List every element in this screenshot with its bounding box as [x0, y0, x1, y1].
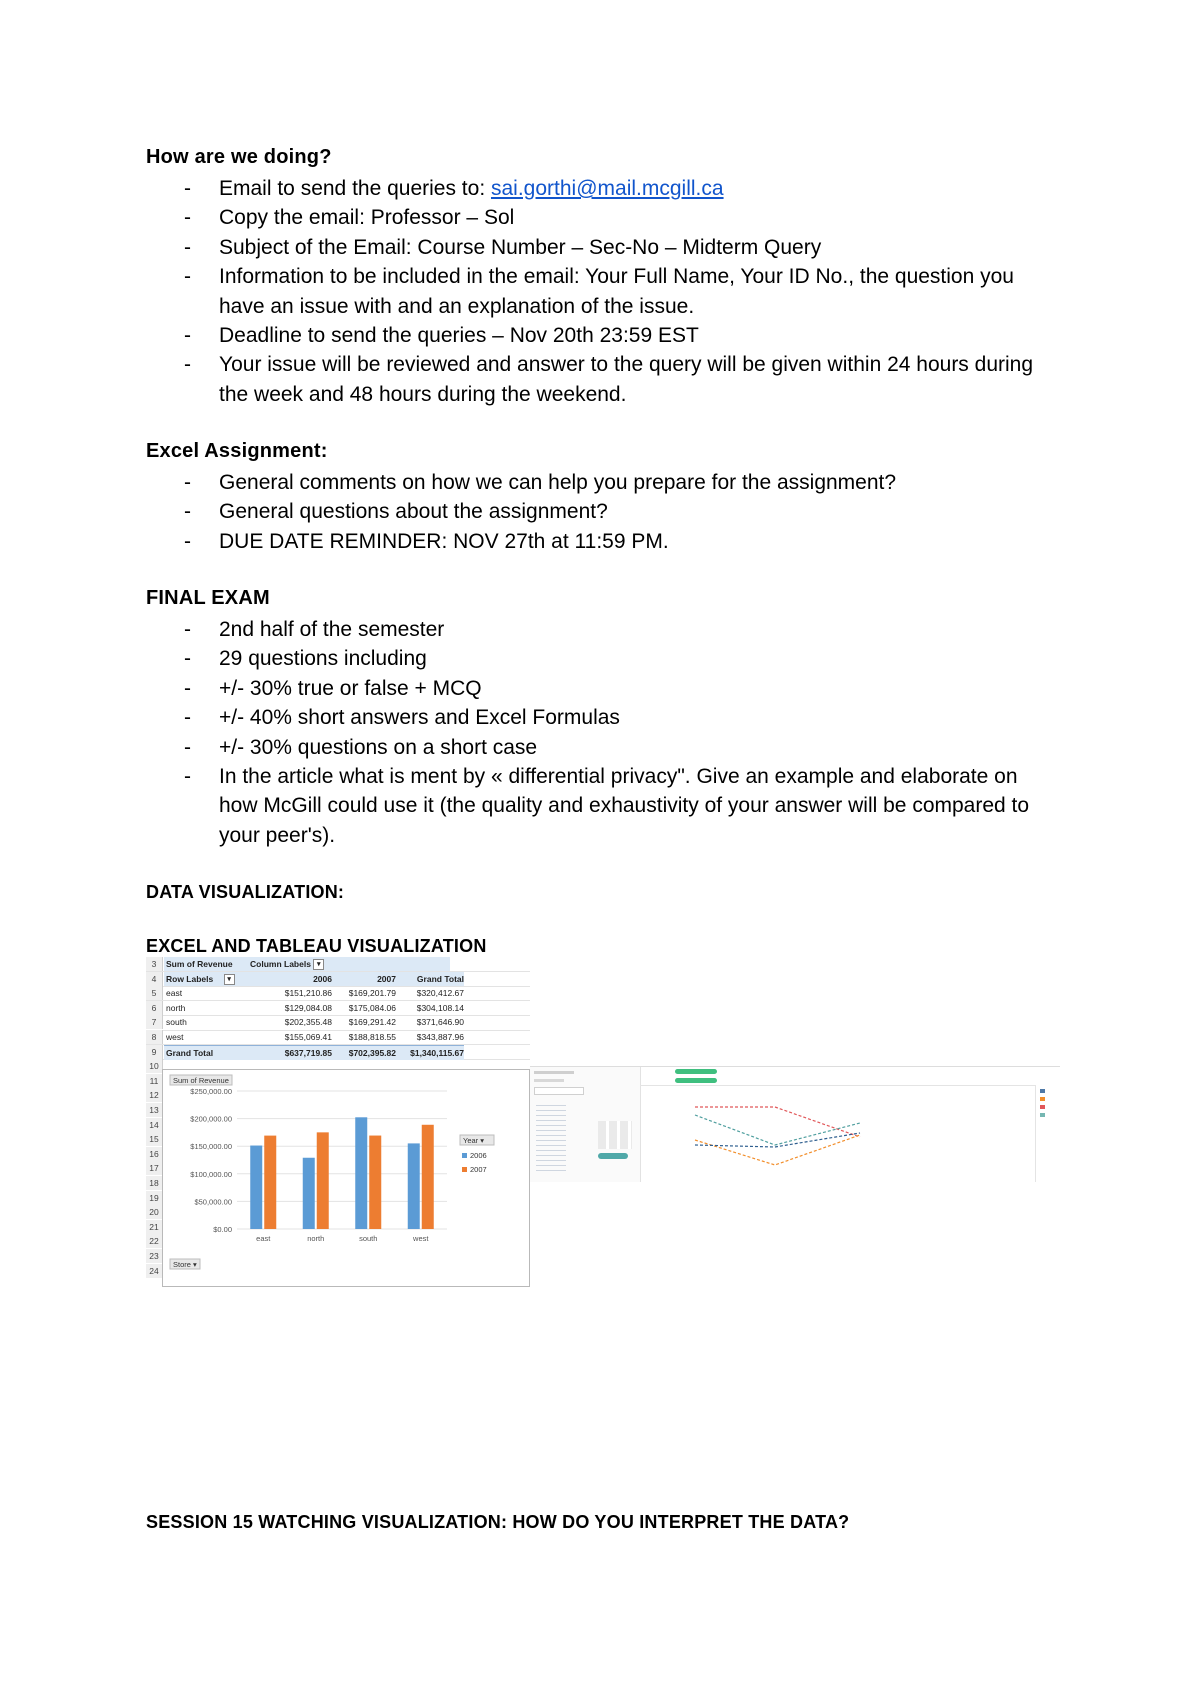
list-item: - +/- 30% questions on a short case [146, 733, 1046, 762]
list-item: - In the article what is ment by « differential privacy". Give an example and elaborate on how McGill could use it (the quality and exhaustivity of your answer will be compared to your peer's). [146, 762, 1046, 850]
list-item: - General questions about the assignment? [146, 497, 1046, 526]
tableau-series-red [695, 1107, 860, 1137]
tableau-series-teal [695, 1115, 860, 1145]
region-filter-label: Store ▾ [173, 1260, 197, 1269]
value-cell: $155,069.41 [284, 1032, 332, 1042]
row-number: 13 [146, 1103, 163, 1117]
pivot-row-east [146, 986, 530, 1001]
col-grand-total: Grand Total [396, 972, 464, 986]
tableau-line-chart [645, 1085, 1035, 1182]
y-tick-label: $150,000.00 [190, 1142, 232, 1152]
row-number: 4 [146, 972, 163, 986]
list-item: - 29 questions including [146, 644, 1046, 673]
filter-dropdown-icon[interactable]: ▾ [313, 959, 324, 970]
row-number: 19 [146, 1191, 163, 1205]
legend-title: Year ▾ [463, 1136, 485, 1145]
list-item: - General comments on how we can help you prepare for the assignment? [146, 468, 1046, 497]
tableau-rows-pill[interactable] [675, 1078, 717, 1083]
list-item: - DUE DATE REMINDER: NOV 27th at 11:59 PM. [146, 527, 1046, 556]
list-item: - Copy the email: Professor – Sol [146, 203, 1046, 232]
tableau-legend [1040, 1089, 1056, 1129]
row-number: 21 [146, 1220, 163, 1234]
region-label: north [166, 1002, 186, 1013]
legend-swatch-2007 [462, 1167, 467, 1172]
tableau-series-orange [695, 1135, 860, 1165]
value-cell: $175,084.06 [348, 1002, 396, 1013]
bar-2007-north [317, 1132, 329, 1229]
row-number: 9 [146, 1045, 163, 1059]
bar-2007-west [422, 1125, 434, 1229]
y-tick-label: $250,000.00 [190, 1087, 232, 1096]
row-number: 11 [146, 1074, 163, 1088]
row-number: 22 [146, 1234, 163, 1248]
row-number: 3 [146, 957, 163, 971]
list-item: - Your issue will be reviewed and answer to the query will be given within 24 hours during the week and 48 hours during the weekend. [146, 350, 1046, 409]
col-2006: 2006 [264, 972, 332, 986]
list-item: - Subject of the Email: Course Number – Sec-No – Midterm Query [146, 233, 1046, 262]
list-item: - 2nd half of the semester [146, 615, 1046, 644]
row-number: 7 [146, 1015, 163, 1029]
x-tick-label: west [413, 1234, 429, 1243]
value-cell: $188,818.55 [348, 1032, 396, 1042]
bar-2007-south [369, 1136, 381, 1229]
pivot-values-label: Sum of Revenue [164, 957, 248, 971]
row-number: 15 [146, 1132, 163, 1146]
list-item: - +/- 40% short answers and Excel Formulas [146, 703, 1046, 732]
chart-title: Sum of Revenue [173, 1076, 229, 1085]
row-number: 24 [146, 1264, 163, 1278]
row-number: 10 [146, 1059, 163, 1073]
pivot-row-labels[interactable] [164, 972, 264, 986]
value-cell: $129,084.08 [284, 1002, 332, 1013]
y-tick-label: $50,000.00 [194, 1197, 232, 1207]
col-2007: 2007 [332, 972, 396, 986]
heading-excel-tableau: EXCEL AND TABLEAU VISUALIZATION [146, 936, 487, 956]
row-labels-text: Row Labels [166, 973, 214, 984]
row-number: 17 [146, 1161, 163, 1175]
value-cell: $343,887.96 [416, 1032, 464, 1042]
y-tick-label: $0.00 [213, 1225, 232, 1234]
row-filter-dropdown-icon[interactable]: ▾ [224, 974, 235, 985]
row-number: 20 [146, 1205, 163, 1219]
y-tick-label: $100,000.00 [190, 1169, 232, 1179]
doing-list [146, 174, 1046, 409]
region-label: south [166, 1017, 187, 1028]
tableau-screenshot [530, 1066, 1060, 1182]
legend-swatch-2006 [462, 1153, 467, 1158]
grand-total-label: Grand Total [164, 1045, 266, 1060]
column-labels-text: Column Labels [250, 959, 311, 969]
row-number: 18 [146, 1176, 163, 1190]
value-cell: $371,646.90 [416, 1017, 464, 1028]
pivot-column-labels[interactable] [248, 957, 450, 971]
pivot-row-north [146, 1001, 530, 1016]
heading-data-visualization: DATA VISUALIZATION: [146, 882, 345, 902]
legend-label: 2006 [470, 1151, 487, 1160]
x-tick-label: east [256, 1234, 271, 1243]
value-cell: $169,201.79 [348, 988, 396, 999]
row-number: 6 [146, 1001, 163, 1015]
list-item: - Information to be included in the email: Your Full Name, Your ID No., the question you have an issue with and an explanation of the issue. [146, 262, 1046, 321]
value-cell: $202,355.48 [284, 1017, 332, 1028]
bar-2007-east [264, 1136, 276, 1229]
row-number: 5 [146, 986, 163, 1000]
heading-final-exam: FINAL EXAM [146, 587, 270, 609]
tableau-marks-pane [590, 1067, 641, 1182]
heading-session-15: SESSION 15 WATCHING VISUALIZATION: HOW DO YOU INTERPRET THE DATA? [146, 1512, 850, 1532]
row-number: 23 [146, 1249, 163, 1263]
bar-2006-east [250, 1146, 262, 1229]
heading-excel-assignment: Excel Assignment: [146, 440, 328, 462]
pivot-row-south [146, 1015, 530, 1030]
tableau-data-pane [530, 1067, 591, 1182]
y-tick-label: $200,000.00 [190, 1114, 232, 1124]
row-number: 12 [146, 1088, 163, 1102]
bar-2006-south [355, 1117, 367, 1229]
legend-label: 2007 [470, 1165, 487, 1174]
email-prefix: Email to send the queries to: [219, 177, 491, 200]
row-number: 8 [146, 1030, 163, 1044]
pivot-header-row-2 [146, 972, 530, 987]
region-label: west [166, 1032, 184, 1042]
list-item: - Deadline to send the queries – Nov 20th 23:59 EST [146, 321, 1046, 350]
value-cell: $169,291.42 [348, 1017, 396, 1028]
list-item: - +/- 30% true or false + MCQ [146, 674, 1046, 703]
bar-2006-north [303, 1158, 315, 1229]
heading-how-are-we-doing: How are we doing? [146, 146, 332, 168]
pivot-header-row-1 [146, 957, 530, 972]
excel-assignment-list [146, 468, 1046, 556]
row-number: 16 [146, 1147, 163, 1161]
value-cell: $304,108.14 [416, 1002, 464, 1013]
region-label: east [166, 988, 183, 999]
value-cell: $151,210.86 [284, 988, 332, 999]
x-tick-label: north [307, 1234, 325, 1243]
pivot-row-west [146, 1030, 530, 1045]
bar-2006-west [408, 1143, 420, 1229]
tableau-columns-pill[interactable] [675, 1069, 717, 1074]
row-number: 14 [146, 1118, 163, 1132]
value-cell: $320,412.67 [416, 988, 464, 999]
grand-value: $637,719.85 [264, 1045, 332, 1060]
grand-value: $1,340,115.67 [396, 1045, 464, 1060]
pivot-grand-total-row [146, 1045, 530, 1060]
list-item [146, 174, 1046, 203]
excel-screenshot [146, 957, 530, 1293]
pivot-chart[interactable] [162, 1069, 530, 1287]
grand-value: $702,395.82 [332, 1045, 396, 1060]
final-exam-list [146, 615, 1046, 850]
x-tick-label: south [359, 1234, 378, 1243]
email-link[interactable]: sai.gorthi@mail.mcgill.ca [491, 177, 724, 200]
tableau-divider [1035, 1085, 1036, 1182]
